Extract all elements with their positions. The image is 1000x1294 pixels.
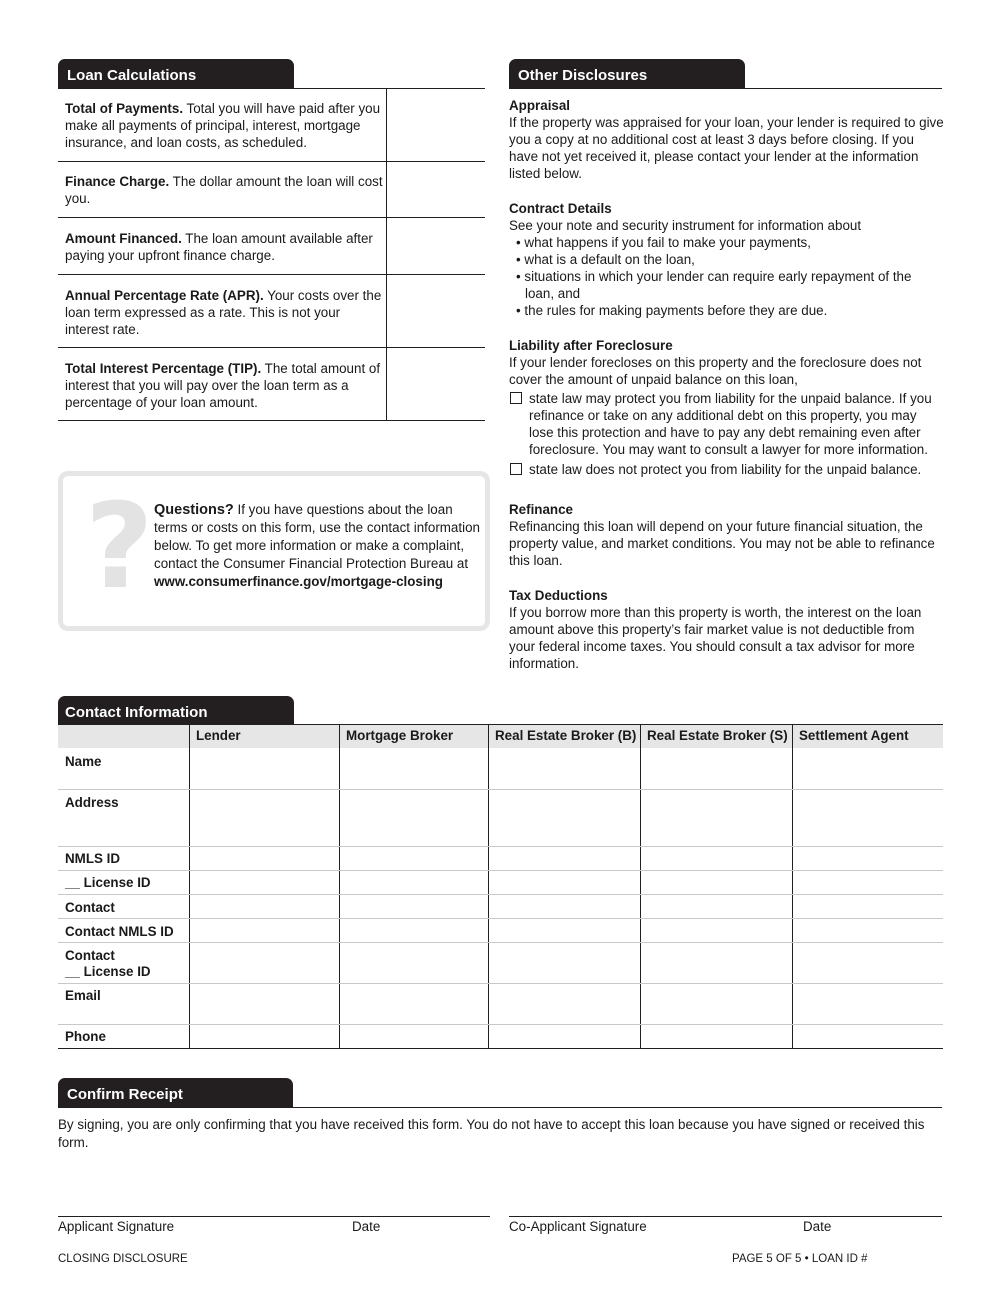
row-label-contact: Contact — [65, 900, 115, 915]
questions-text — [154, 501, 484, 591]
col-divider — [792, 724, 793, 1048]
row-label-address: Address — [65, 795, 119, 810]
option-label: state law may protect you from liability for the unpaid balance. If you refinance or take on any additional debt on this property, you may lose this protection and have to pay any debt remaining even after foreclosure. You may want to consult a lawyer for more information. — [529, 391, 932, 457]
contact-top-rule — [58, 724, 943, 725]
liability-heading: Liability after Foreclosure — [509, 338, 673, 353]
contract-bullet: • situations in which your lender can require early repayment of the loan, and — [516, 269, 912, 301]
row-label-phone: Phone — [65, 1029, 106, 1044]
confirm-receipt-tab: Confirm Receipt — [58, 1078, 293, 1108]
checkbox[interactable] — [510, 463, 522, 475]
row-label-license-id: __ License ID — [65, 875, 151, 890]
footer-page-number: PAGE 5 OF 5 • LOAN ID # — [732, 1253, 868, 1265]
applicant-signature-label: Applicant Signature — [58, 1219, 175, 1234]
col-header-mortgage-broker: Mortgage Broker — [346, 728, 454, 743]
questions-box — [58, 471, 490, 631]
term: Total Interest Percentage (TIP). — [65, 361, 262, 376]
refinance-text: Refinancing this loan will depend on your future financial situation, the property value, and market conditions. You may not be able to refinance this loan. — [509, 519, 935, 568]
loan-calculations-tab: Loan Calculations — [58, 59, 294, 89]
col-divider — [640, 724, 641, 1048]
applicant-date-label: Date — [352, 1219, 381, 1234]
col-header-settlement-agent: Settlement Agent — [799, 728, 909, 743]
coapplicant-signature-label: Co-Applicant Signature — [509, 1219, 647, 1234]
loan-calc-row-finance-charge — [58, 162, 485, 218]
row-divider — [58, 942, 943, 943]
footer-title: CLOSING DISCLOSURE — [58, 1253, 188, 1265]
row-divider — [58, 789, 943, 790]
loan-calc-row-apr — [58, 275, 485, 348]
row-label-contact-nmls-id: Contact NMLS ID — [65, 924, 174, 939]
tax-text: If you borrow more than this property is worth, the interest on the loan amount above this property’s fair market value is not deductible from your federal income taxes. You should consult a tax advisor for more information. — [509, 605, 922, 671]
other-disclosures-rule — [509, 88, 942, 89]
coapplicant-signature-line[interactable] — [509, 1216, 942, 1217]
row-divider — [58, 870, 943, 871]
appraisal-heading: Appraisal — [509, 98, 571, 113]
questions-body: If you have questions about the loan terms or costs on this form, use the contact information below. To get more information or make a complaint, contact the Consumer Financial Protection Bureau at — [154, 502, 480, 571]
col-header-lender: Lender — [196, 728, 241, 743]
row-label-contact-license — [65, 948, 151, 980]
loan-calc-row-amount-financed — [58, 218, 485, 275]
appraisal-section — [509, 97, 944, 182]
applicant-signature-line[interactable] — [58, 1216, 490, 1217]
contact-information-tab: Contact Information — [58, 696, 294, 726]
coapplicant-date-label: Date — [803, 1219, 832, 1234]
loan-calc-row-tip — [58, 348, 485, 421]
row-divider — [58, 894, 943, 895]
desc: Total you will have paid after you make all payments of principal, interest, mortgage insurance, and loan costs, as scheduled. — [65, 101, 381, 150]
contract-heading: Contract Details — [509, 201, 612, 216]
row-divider — [58, 846, 943, 847]
appraisal-text: If the property was appraised for your loan, your lender is required to give you a copy at no additional cost at least 3 days before closing. If you have not yet received it, please contact your lender at the information listed below. — [509, 115, 944, 181]
col-divider — [189, 724, 190, 1048]
col-header-re-broker-b: Real Estate Broker (B) — [495, 728, 637, 743]
contact-label: Contact — [65, 948, 115, 963]
tax-heading: Tax Deductions — [509, 588, 608, 603]
term: Total of Payments. — [65, 101, 184, 116]
desc: The dollar amount the loan will cost you. — [65, 174, 383, 206]
questions-lead: Questions? — [154, 502, 234, 518]
contract-bullet: • the rules for making payments before they are due. — [516, 303, 828, 318]
liability-option-does-not-protect — [509, 461, 944, 478]
desc: Your costs over the loan term expressed as a rate. This is not your interest rate. — [65, 288, 382, 337]
refinance-heading: Refinance — [509, 502, 573, 517]
contract-bullet: • what is a default on the loan, — [516, 252, 695, 267]
row-divider — [58, 983, 943, 984]
confirm-text: By signing, you are only confirming that you have received this form. You do not have to accept this loan because you have signed or received this form. — [58, 1117, 925, 1150]
col-divider — [488, 724, 489, 1048]
term: Amount Financed. — [65, 231, 182, 246]
col-divider — [339, 724, 340, 1048]
contract-intro: See your note and security instrument for information about — [509, 218, 862, 233]
license-label: __ License ID — [65, 964, 151, 979]
option-label: state law does not protect you from liability for the unpaid balance. — [529, 462, 922, 477]
tax-section — [509, 587, 944, 672]
row-divider — [58, 918, 943, 919]
col-header-re-broker-s: Real Estate Broker (S) — [647, 728, 788, 743]
liability-option-protects — [509, 390, 944, 458]
confirm-rule — [58, 1107, 942, 1108]
row-label-name: Name — [65, 754, 102, 769]
loan-calc-row-total-of-payments — [58, 89, 485, 162]
desc: The total amount of interest that you will pay over the loan term as a percentage of your loan amount. — [65, 361, 381, 410]
term: Annual Percentage Rate (APR). — [65, 288, 264, 303]
contract-bullet: • what happens if you fail to make your payments, — [516, 235, 811, 250]
liability-intro: If your lender forecloses on this property and the foreclosure does not cover the amount of unpaid balance on this loan, — [509, 355, 922, 387]
refinance-section — [509, 501, 944, 569]
other-disclosures-tab: Other Disclosures — [509, 59, 745, 89]
liability-section — [509, 337, 944, 478]
contract-section — [509, 200, 944, 319]
question-mark-icon: ? — [85, 477, 154, 615]
row-divider — [58, 1024, 943, 1025]
term: Finance Charge. — [65, 174, 170, 189]
contact-bottom-rule — [58, 1048, 943, 1049]
row-label-nmls-id: NMLS ID — [65, 851, 121, 866]
cfpb-link[interactable]: www.consumerfinance.gov/mortgage-closing — [154, 574, 443, 589]
checkbox[interactable] — [510, 392, 522, 404]
row-label-email: Email — [65, 988, 101, 1003]
desc: The loan amount available after paying your upfront finance charge. — [65, 231, 373, 263]
